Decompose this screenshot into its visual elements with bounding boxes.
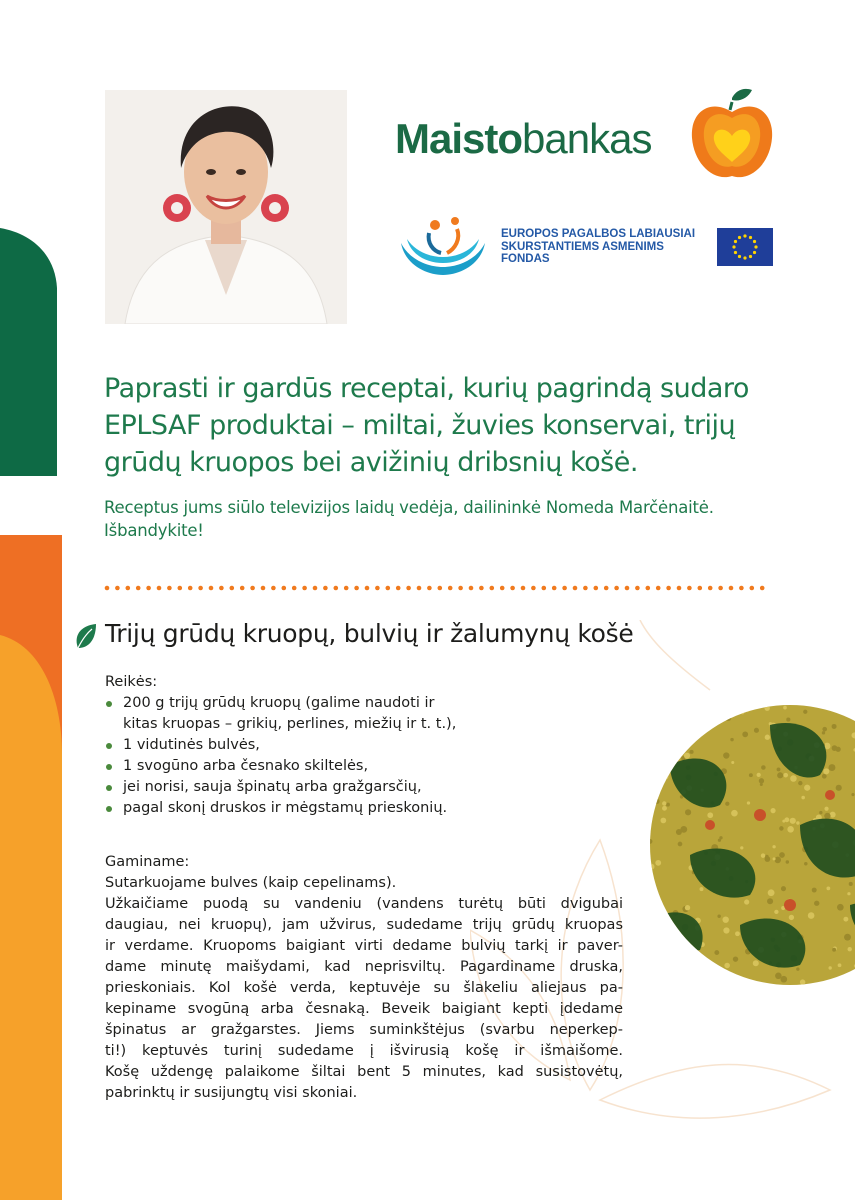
- grain-speck: [714, 950, 719, 955]
- grain-speck: [784, 817, 789, 822]
- grain-speck: [717, 915, 720, 918]
- grain-speck: [832, 724, 837, 729]
- ingredient-text: pagal skonį druskos ir mėgstamų prieskonių.: [123, 800, 448, 816]
- grain-speck: [824, 807, 828, 811]
- divider-dot: [417, 586, 422, 591]
- grain-speck: [723, 752, 729, 758]
- grain-speck: [790, 818, 796, 824]
- divider-dot: [739, 586, 744, 591]
- grain-speck: [830, 812, 836, 818]
- grain-speck: [725, 802, 729, 806]
- grain-speck: [761, 853, 765, 857]
- apple-heart-icon: [690, 88, 774, 182]
- divider-dot: [219, 586, 224, 591]
- divider-dot: [386, 586, 391, 591]
- hands-family-icon: [397, 213, 489, 277]
- grain-speck: [812, 888, 817, 893]
- grain-speck: [774, 910, 778, 914]
- brand-name-regular: bankas: [522, 115, 652, 162]
- divider-dot: [188, 586, 193, 591]
- grain-speck: [740, 846, 743, 849]
- grain-speck: [684, 753, 690, 759]
- divider-dot: [656, 586, 661, 591]
- leaf-icon: [74, 622, 98, 650]
- grain-speck: [779, 852, 785, 858]
- method-line: ir verdame. Kruopoms baigiant virti dedame bulvių tarkį ir paver-: [105, 938, 623, 954]
- ingredient-item: [105, 735, 525, 756]
- method-line: kepiname svogūną arba česnaką. Beveik baigiant kepti įdedame: [105, 1001, 623, 1017]
- grain-speck: [803, 710, 807, 714]
- ingredient-item: [105, 798, 525, 819]
- divider-dot: [521, 586, 526, 591]
- divider-dot: [729, 586, 734, 591]
- divider-dot: [635, 586, 640, 591]
- grain-speck: [772, 845, 775, 848]
- grain-speck: [700, 887, 704, 891]
- fund-name-line: FONDAS: [501, 253, 550, 265]
- divider-dot: [646, 586, 651, 591]
- intro-subtitle: [104, 496, 794, 542]
- grain-speck: [796, 821, 799, 824]
- grain-speck: [849, 882, 853, 886]
- divider-dot: [334, 586, 339, 591]
- grain-speck: [662, 801, 666, 805]
- divider-dot: [677, 586, 682, 591]
- grain-speck: [730, 738, 733, 741]
- divider-dot: [594, 586, 599, 591]
- eu-star: [749, 236, 752, 239]
- grain-speck: [800, 979, 806, 985]
- divider-dot: [344, 586, 349, 591]
- eu-star: [743, 256, 746, 259]
- grain-speck: [757, 773, 761, 777]
- eu-star: [753, 240, 756, 243]
- divider-dot: [583, 586, 588, 591]
- intro-subtitle-line: Išbandykite!: [104, 521, 204, 540]
- grain-speck: [773, 857, 776, 860]
- ingredient-item: [105, 693, 525, 735]
- grain-speck: [837, 904, 844, 911]
- divider-dot: [105, 586, 110, 591]
- method-line: Sutarkuojame bulves (kaip cepelinams).: [105, 875, 397, 891]
- grain-speck: [685, 809, 691, 815]
- grain-speck: [723, 927, 729, 933]
- grain-speck: [690, 750, 694, 754]
- method-line: pabrinktų ir susijungtų visi skoniai.: [105, 1085, 358, 1101]
- grain-speck: [847, 892, 850, 895]
- intro-heading: [104, 370, 794, 481]
- grain-speck: [749, 773, 753, 777]
- divider-dot: [687, 586, 692, 591]
- grain-speck: [731, 810, 738, 817]
- grain-speck: [836, 785, 842, 791]
- grain-speck: [804, 785, 810, 791]
- grain-speck: [819, 811, 822, 814]
- divider-dot: [562, 586, 567, 591]
- dotted-divider: [104, 582, 772, 594]
- grain-speck: [666, 803, 670, 807]
- grain-speck: [828, 966, 831, 969]
- grain-speck: [754, 728, 759, 733]
- divider-dot: [458, 586, 463, 591]
- grain-speck: [735, 931, 740, 936]
- method-line: prieskoniais. Kol košė verda, keptuvėje su šlakeliu aliejaus pa-: [105, 980, 623, 996]
- eu-star: [738, 236, 741, 239]
- divider-dot: [427, 586, 432, 591]
- divider-dot: [542, 586, 547, 591]
- grain-speck: [742, 731, 748, 737]
- grain-speck: [790, 775, 797, 782]
- grain-speck: [829, 764, 836, 771]
- grain-speck: [814, 901, 819, 906]
- method-line: Užkaičiame puodą su vandeniu (vandens turėtų būti dvigubai: [105, 896, 623, 912]
- eu-star: [738, 255, 741, 258]
- grain-speck: [822, 774, 827, 779]
- grain-speck: [774, 857, 781, 864]
- grain-speck: [779, 826, 784, 831]
- divider-dot: [126, 586, 131, 591]
- grain-speck: [786, 718, 790, 722]
- grain-speck: [722, 916, 728, 922]
- grain-speck: [777, 772, 783, 778]
- method-line: daugiau, nei kruopų), jam užvirus, sudedame trijų grūdų kruopas: [105, 917, 623, 933]
- grain-speck: [655, 860, 661, 866]
- grain-speck: [783, 773, 788, 778]
- grain-speck: [777, 767, 781, 771]
- fund-name-line: EUROPOS PAGALBOS LABIAUSIAI: [501, 228, 696, 240]
- divider-dot: [313, 586, 318, 591]
- divider-dot: [271, 586, 276, 591]
- divider-dot: [323, 586, 328, 591]
- grain-speck: [685, 905, 690, 910]
- ingredient-item: [105, 756, 525, 777]
- divider-dot: [448, 586, 453, 591]
- eu-star: [734, 251, 737, 254]
- grain-speck: [747, 801, 750, 804]
- grain-speck: [783, 706, 787, 710]
- method-line: Košę uždengę palaikome šiltai bent 5 minutes, kad susistovėtų,: [105, 1064, 623, 1080]
- ingredient-text: 1 svogūno arba česnako skiltelės,: [123, 758, 369, 774]
- divider-dot: [490, 586, 495, 591]
- grain-speck: [765, 855, 769, 859]
- intro-subtitle-line: Receptus jums siūlo televizijos laidų vedėja, dailininkė Nomeda Marčėnaitė.: [104, 498, 714, 517]
- divider-dot: [375, 586, 380, 591]
- decorative-green-shape: [0, 228, 58, 476]
- divider-dot: [573, 586, 578, 591]
- grain-speck: [796, 967, 799, 970]
- eu-star: [749, 255, 752, 258]
- grain-speck: [767, 898, 773, 904]
- presenter-portrait: [105, 90, 347, 324]
- eu-star: [753, 251, 756, 254]
- eu-star: [732, 245, 735, 248]
- eu-star: [743, 234, 746, 237]
- ingredient-text: jei norisi, sauja špinatų arba gražgarsčių,: [123, 779, 422, 795]
- divider-dot: [552, 586, 557, 591]
- divider-dot: [604, 586, 609, 591]
- fund-name-line: SKURSTANTIEMS ASMENIMS: [501, 240, 664, 253]
- intro-heading-line: EPLSAF produktai – miltai, žuvies konservai, trijų: [104, 410, 736, 441]
- grain-speck: [733, 956, 738, 961]
- recipe-title: Trijų grūdų kruopų, bulvių ir žalumynų košė: [105, 619, 634, 648]
- maistobankas-logo: [395, 115, 652, 162]
- divider-dot: [500, 586, 505, 591]
- ingredients-list: [105, 693, 525, 819]
- grain-speck: [744, 899, 749, 904]
- method-text: [105, 873, 623, 1104]
- divider-dot: [198, 586, 203, 591]
- grain-speck: [768, 889, 775, 896]
- grain-speck: [843, 917, 848, 922]
- grain-speck: [781, 886, 786, 891]
- grain-speck: [826, 886, 830, 890]
- divider-dot: [302, 586, 307, 591]
- grain-speck: [824, 813, 830, 819]
- divider-dot: [115, 586, 120, 591]
- divider-dot: [136, 586, 141, 591]
- divider-dot: [708, 586, 713, 591]
- fund-name: [501, 228, 711, 266]
- grain-speck: [707, 812, 713, 818]
- divider-dot: [479, 586, 484, 591]
- grain-speck: [804, 862, 807, 865]
- divider-dot: [261, 586, 266, 591]
- grain-speck: [851, 793, 854, 796]
- grain-speck: [798, 781, 802, 785]
- grain-speck: [838, 963, 842, 967]
- divider-dot: [531, 586, 536, 591]
- grain-speck: [832, 745, 838, 751]
- method-label: Gaminame:: [105, 854, 190, 870]
- intro-heading-line: Paprasti ir gardūs receptai, kurių pagrindą sudaro: [104, 373, 749, 404]
- divider-dot: [614, 586, 619, 591]
- divider-dot: [760, 586, 765, 591]
- divider-dot: [718, 586, 723, 591]
- divider-dot: [510, 586, 515, 591]
- grain-speck: [787, 826, 794, 833]
- grain-speck: [765, 735, 770, 740]
- eu-star: [734, 240, 737, 243]
- grain-speck: [761, 765, 766, 770]
- grain-speck: [660, 818, 666, 824]
- grain-speck: [775, 973, 782, 980]
- grain-speck: [808, 912, 815, 919]
- divider-dot: [750, 586, 755, 591]
- grain-speck: [780, 976, 787, 983]
- grain-speck: [823, 768, 829, 774]
- grain-speck: [731, 761, 734, 764]
- grain-speck: [801, 796, 805, 800]
- grain-speck: [847, 947, 851, 951]
- grain-speck: [770, 808, 775, 813]
- divider-dot: [396, 586, 401, 591]
- divider-dot: [157, 586, 162, 591]
- decorative-orange-shape: [0, 535, 62, 1200]
- divider-dot: [354, 586, 359, 591]
- divider-dot: [292, 586, 297, 591]
- divider-dot: [178, 586, 183, 591]
- grain-speck: [822, 727, 827, 732]
- divider-dot: [250, 586, 255, 591]
- divider-dot: [240, 586, 245, 591]
- grain-speck: [822, 731, 825, 734]
- eu-flag-icon: [717, 228, 773, 266]
- grain-speck: [753, 960, 759, 966]
- divider-dot: [625, 586, 630, 591]
- grain-speck: [789, 915, 794, 920]
- grain-speck: [662, 806, 667, 811]
- grain-speck: [676, 829, 682, 835]
- divider-dot: [698, 586, 703, 591]
- divider-dot: [282, 586, 287, 591]
- grain-speck: [786, 860, 789, 863]
- divider-dot: [167, 586, 172, 591]
- ingredient-text: 200 g trijų grūdų kruopų (galime naudoti ir: [123, 695, 435, 711]
- divider-dot: [365, 586, 370, 591]
- divider-dot: [666, 586, 671, 591]
- method-line: ti!) keptuvės turinį sudedame į išvirusią košę ir išmaišome.: [105, 1043, 623, 1059]
- grain-speck: [844, 934, 851, 941]
- ingredient-item: [105, 777, 525, 798]
- divider-dot: [406, 586, 411, 591]
- divider-dot: [230, 586, 235, 591]
- ingredient-text-continued: kitas kruopas – grikių, perlines, miežių ir t. t.),: [123, 716, 457, 732]
- grain-speck: [724, 963, 730, 969]
- divider-dot: [469, 586, 474, 591]
- grain-speck: [765, 706, 770, 711]
- grain-speck: [678, 842, 683, 847]
- brand-name-bold: Maisto: [395, 115, 523, 162]
- divider-dot: [146, 586, 151, 591]
- method-line: špinatus ar gražgarstes. Jiems suminkštėjus (svarbu neperkep-: [105, 1022, 623, 1038]
- ingredients-label: Reikės:: [105, 674, 158, 690]
- ingredient-text: 1 vidutinės bulvės,: [123, 737, 260, 753]
- method-line: dame minutę maišydami, kad neprisviltų. Pagardiname druska,: [105, 959, 623, 975]
- grain-speck: [832, 948, 836, 952]
- divider-dot: [438, 586, 443, 591]
- divider-dot: [209, 586, 214, 591]
- grain-speck: [718, 839, 721, 842]
- grain-speck: [759, 778, 764, 783]
- eu-star: [754, 245, 757, 248]
- intro-heading-line: grūdų kruopos bei avižinių dribsnių košė.: [104, 447, 638, 478]
